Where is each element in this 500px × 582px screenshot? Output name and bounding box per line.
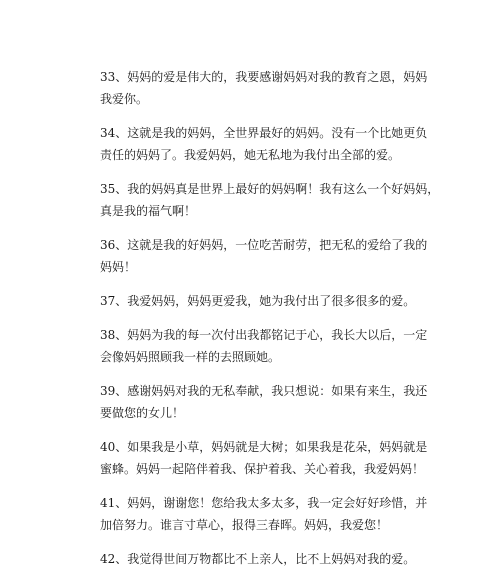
list-item: [100, 290, 416, 312]
list-item: [100, 492, 428, 536]
paragraph-line: 蜜蜂。妈妈一起陪伴着我、保护着我、关心着我，我爱妈妈！: [100, 462, 425, 476]
document-body: [100, 66, 440, 582]
paragraph-line: 会像妈妈照顾我一样的去照顾她。: [100, 350, 281, 364]
paragraph-line: 37、我爱妈妈，妈妈更爱我，她为我付出了很多很多的爱。: [100, 294, 416, 308]
paragraph-line: 39、感谢妈妈对我的无私奉献，我只想说：如果有来生，我还: [100, 384, 428, 398]
list-item: [100, 66, 428, 110]
paragraph-line: 35、我的妈妈真是世界上最好的妈妈啊！我有这么一个好妈妈，: [100, 182, 440, 196]
paragraph-line: 责任的妈妈了。我爱妈妈，她无私地为我付出全部的爱。: [100, 148, 401, 162]
paragraph-line: 42、我觉得世间万物都比不上亲人，比不上妈妈对我的爱。: [100, 552, 416, 566]
paragraph-line: 40、如果我是小草，妈妈就是大树；如果我是花朵，妈妈就是: [100, 440, 428, 454]
list-item: [100, 324, 428, 368]
paragraph-line: 33、妈妈的爱是伟大的，我要感谢妈妈对我的教育之恩，妈妈: [100, 70, 428, 84]
paragraph-line: 我爱你。: [100, 92, 149, 106]
list-item: [100, 436, 428, 480]
list-item: [100, 548, 416, 570]
list-item: [100, 122, 428, 166]
paragraph-line: 加倍努力。谁言寸草心，报得三春晖。妈妈，我爱您！: [100, 518, 389, 532]
paragraph-line: 妈妈！: [100, 260, 137, 274]
paragraph-line: 34、这就是我的妈妈，全世界最好的妈妈。没有一个比她更负: [100, 126, 428, 140]
paragraph-line: 36、这就是我的好妈妈，一位吃苦耐劳，把无私的爱给了我的: [100, 238, 428, 252]
paragraph-line: 41、妈妈，谢谢您！您给我太多太多，我一定会好好珍惜，并: [100, 496, 428, 510]
paragraph-line: 要做您的女儿！: [100, 406, 185, 420]
list-item: [100, 234, 428, 278]
paragraph-line: 真是我的福气啊！: [100, 204, 197, 218]
paragraph-line: 38、妈妈为我的每一次付出我都铭记于心，我长大以后，一定: [100, 328, 428, 342]
list-item: [100, 178, 440, 222]
list-item: [100, 380, 428, 424]
